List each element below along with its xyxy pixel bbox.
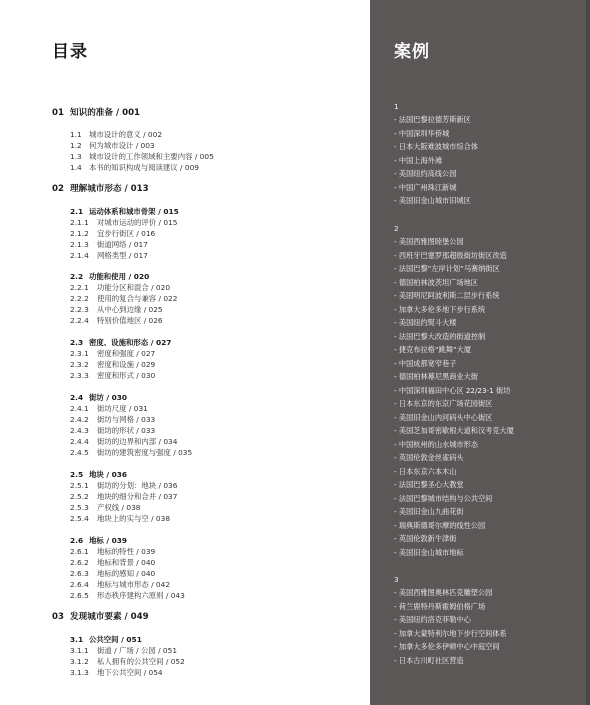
toc-entry-text: 街坊的形状 / 033 xyxy=(97,426,156,435)
toc-entry-number: 2.1.1 xyxy=(70,218,89,227)
toc-title: 目录 xyxy=(52,42,88,62)
toc-subsection xyxy=(70,557,155,568)
toc-entry-text: 宜步行街区 / 016 xyxy=(97,229,156,238)
toc-entry-text: 街道 / 广场 / 公园 / 051 xyxy=(97,646,178,655)
toc-subsection xyxy=(70,217,177,228)
case-item: - 日本古川町社区营造 xyxy=(394,655,464,665)
toc-entry-number: 2.1.4 xyxy=(70,251,89,260)
toc-subsection xyxy=(70,513,170,524)
toc-subsection xyxy=(70,546,155,557)
toc-entry-text: 私人拥有的公共空间 / 052 xyxy=(97,657,185,666)
toc-entry-number: 2.5 xyxy=(70,470,84,479)
toc-entry-number: 2.3.2 xyxy=(70,360,89,369)
toc-entry-number: 2.4.4 xyxy=(70,437,89,446)
toc-subsection xyxy=(70,568,155,579)
toc-entry-text: 地标和背景 / 040 xyxy=(97,558,156,567)
cases-title: 案例 xyxy=(394,42,430,62)
toc-entry-number: 1.3 xyxy=(70,152,82,161)
case-item: - 中国成都宽窄巷子 xyxy=(394,358,457,368)
case-item: - 荷兰鹿特丹斯霍姆伯格广场 xyxy=(394,601,486,611)
case-item: - 美国旧金山内河码头中心街区 xyxy=(394,412,493,422)
toc-entry-number: 3.1.3 xyxy=(70,668,89,677)
case-item: - 英国伦敦新牛津街 xyxy=(394,534,457,543)
toc-chapter xyxy=(52,184,149,195)
case-item: - 美国西雅图奥林匹克雕塑公园 xyxy=(394,588,493,597)
case-item: - 加拿大蒙特利尔地下步行空间体系 xyxy=(394,628,507,638)
toc-entry-number: 03 xyxy=(52,612,64,622)
case-item: - 美国旧金山九曲花街 xyxy=(394,507,464,516)
toc-entry-text: 密度和设施 / 029 xyxy=(97,360,156,369)
case-item: - 英国伦敦金丝雀码头 xyxy=(394,453,464,462)
case-item: - 瑞典斯德哥尔摩的线性公园 xyxy=(394,520,486,530)
toc-section xyxy=(70,535,127,546)
toc-subsection xyxy=(70,348,155,359)
case-item: - 德国柏林波茨坦广场地区 xyxy=(394,277,478,287)
toc-entry-text: 对城市运动的评价 / 015 xyxy=(97,218,178,227)
toc-entry-text: 发现城市要素 / 049 xyxy=(70,612,149,622)
case-item: - 美国纽约洛克菲勒中心 xyxy=(394,615,471,624)
toc-subsection xyxy=(70,370,155,381)
toc-entry-number: 2.6.3 xyxy=(70,569,89,578)
toc-entry-number: 2.5.3 xyxy=(70,503,89,512)
toc-entry-number: 2.2.3 xyxy=(70,305,89,314)
case-group-number: 3 xyxy=(394,575,399,584)
toc-entry-text: 地标的特性 / 039 xyxy=(97,547,156,556)
toc-subsection xyxy=(70,656,185,667)
toc-section xyxy=(70,392,127,403)
toc-entry-number: 2.1.2 xyxy=(70,229,89,238)
toc-entry-text: 街坊的边界和内部 / 034 xyxy=(97,437,178,446)
toc-entry-number: 2.5.2 xyxy=(70,492,89,501)
toc-subsection xyxy=(70,579,170,590)
toc-entry-text: 密度和强度 / 027 xyxy=(97,349,156,358)
toc-entry-number: 01 xyxy=(52,108,64,118)
toc-entry-number: 1.1 xyxy=(70,130,82,139)
case-item: - 法国巴黎大改造的街道控制 xyxy=(394,331,486,341)
case-item: - 中国深圳华侨城 xyxy=(394,128,450,138)
toc-entry-number: 2.2.4 xyxy=(70,316,89,325)
case-item: - 日本大阪难波城市综合体 xyxy=(394,142,478,151)
toc-entry-text: 运动体系和城市骨架 / 015 xyxy=(89,207,179,216)
toc-section xyxy=(70,271,149,282)
toc-entry-number: 2.6.5 xyxy=(70,591,89,600)
case-group-number: 1 xyxy=(394,102,399,111)
toc-entry-number: 1.4 xyxy=(70,163,82,172)
toc-entry-number: 2.5.1 xyxy=(70,481,89,490)
toc-entry-text: 地块的细分和合并 / 037 xyxy=(97,492,178,501)
toc-entry-text: 从中心到边缘 / 025 xyxy=(97,305,163,314)
case-item: - 加拿大多伦多地下步行系统 xyxy=(394,304,486,314)
toc-entry-number: 3.1.1 xyxy=(70,646,89,655)
toc-entry-text: 街坊 / 030 xyxy=(89,393,128,402)
toc-entry-text: 密度和形式 / 030 xyxy=(97,371,156,380)
toc-entry-text: 街坊尺度 / 031 xyxy=(97,404,148,413)
toc-entry-text: 产权线 / 038 xyxy=(97,503,141,512)
toc-entry-number: 2.4.5 xyxy=(70,448,89,457)
case-item: - 加拿大多伦多伊顿中心中庭空间 xyxy=(394,642,500,651)
case-item: - 德国柏林幕尼黑商业大街 xyxy=(394,372,478,381)
toc-subsection xyxy=(70,250,148,261)
toc-entry-number: 2.1 xyxy=(70,207,84,216)
panel-edge-stripe xyxy=(586,0,590,705)
toc-entry-text: 地块 / 036 xyxy=(89,470,128,479)
toc-entry-number: 1.2 xyxy=(70,141,82,150)
case-item: - 美国明尼阿波利斯二层步行系统 xyxy=(394,291,500,300)
toc-subsection xyxy=(70,502,140,513)
case-item: - 美国旧金山城市地标 xyxy=(394,547,464,557)
case-item: - 美国纽约高线公园 xyxy=(394,169,457,178)
toc-subsection xyxy=(70,590,185,601)
case-item: - 美国旧金山城市旧城区 xyxy=(394,196,471,205)
toc-entry-text: 街道网络 / 017 xyxy=(97,240,148,249)
toc-subsection xyxy=(70,239,148,250)
case-item: - 西班牙巴塞罗那超级街坊街区改造 xyxy=(394,250,507,260)
toc-entry-text: 街坊的分划：地块 / 036 xyxy=(97,481,178,490)
toc-entry-number: 2.3 xyxy=(70,338,84,347)
case-item: - 中国深圳福田中心区 22/23-1 街坊 xyxy=(394,385,511,395)
toc-entry-text: 城市设计的工作领域和主要内容 / 005 xyxy=(89,152,214,161)
toc-entry-text: 功能分区和混合 / 020 xyxy=(97,283,171,292)
toc-entry-text: 特别价值地区 / 026 xyxy=(97,316,163,325)
case-item: - 日本东京六本木山 xyxy=(394,466,457,476)
toc-entry-text: 地下公共空间 / 054 xyxy=(97,668,163,677)
toc-entry-number: 2.6.1 xyxy=(70,547,89,556)
toc-entry-text: 城市设计的意义 / 002 xyxy=(89,130,163,139)
toc-entry-text: 地块上的实与空 / 038 xyxy=(97,514,171,523)
toc-chapter xyxy=(52,612,149,623)
toc-entry-number: 2.3.1 xyxy=(70,349,89,358)
toc-entry-number: 2.6 xyxy=(70,536,84,545)
toc-entry-number: 3.1.2 xyxy=(70,657,89,666)
toc-subsection xyxy=(70,403,148,414)
toc-entry-text: 何为城市设计 / 003 xyxy=(89,141,155,150)
toc-section xyxy=(70,129,162,140)
toc-entry-text: 知识的准备 / 001 xyxy=(70,108,141,118)
toc-entry-text: 使用的复合与兼容 / 022 xyxy=(97,294,178,303)
toc-subsection xyxy=(70,436,177,447)
toc-entry-text: 地标 / 039 xyxy=(89,536,128,545)
toc-subsection xyxy=(70,282,170,293)
case-item: - 法国巴黎圣心大教堂 xyxy=(394,480,464,489)
toc-subsection xyxy=(70,667,163,678)
toc-entry-number: 2.4.3 xyxy=(70,426,89,435)
case-item: - 中国杭州的山水城市形态 xyxy=(394,439,478,449)
toc-section xyxy=(70,151,214,162)
toc-section xyxy=(70,337,171,348)
case-item: - 中国广州珠江新城 xyxy=(394,182,457,192)
toc-entry-number: 3.1 xyxy=(70,635,84,644)
toc-entry-text: 街坊的建筑密度与强度 / 035 xyxy=(97,448,193,457)
toc-entry-text: 理解城市形态 / 013 xyxy=(70,184,149,194)
case-item: - 日本东京的东京广场花园街区 xyxy=(394,399,493,408)
case-item: - 美国芝加哥密歇根大道和汉考克大厦 xyxy=(394,426,514,435)
toc-subsection xyxy=(70,228,155,239)
case-item: - 中国上海外滩 xyxy=(394,155,443,165)
toc-section xyxy=(70,634,142,645)
toc-subsection xyxy=(70,293,177,304)
toc-entry-number: 2.4.1 xyxy=(70,404,89,413)
toc-entry-number: 2.6.2 xyxy=(70,558,89,567)
toc-chapter xyxy=(52,108,140,119)
toc-entry-text: 公共空间 / 051 xyxy=(89,635,142,644)
toc-entry-text: 网格类型 / 017 xyxy=(97,251,148,260)
toc-subsection xyxy=(70,491,177,502)
toc-entry-number: 02 xyxy=(52,184,64,194)
case-item: - 法国巴黎拉德芳斯新区 xyxy=(394,115,471,124)
case-item: - 美国纽约熨斗大楼 xyxy=(394,318,457,327)
toc-section xyxy=(70,140,155,151)
toc-subsection xyxy=(70,425,155,436)
toc-entry-text: 功能和使用 / 020 xyxy=(89,272,150,281)
toc-entry-text: 地标的感知 / 040 xyxy=(97,569,156,578)
toc-entry-text: 本书的知识构成与阅读建议 / 009 xyxy=(89,163,199,172)
toc-subsection xyxy=(70,304,163,315)
toc-entry-text: 密度、设施和形态 / 027 xyxy=(89,338,172,347)
toc-entry-number: 2.2.2 xyxy=(70,294,89,303)
toc-entry-number: 2.6.4 xyxy=(70,580,89,589)
toc-entry-text: 街坊与网格 / 033 xyxy=(97,415,156,424)
toc-entry-text: 地标与城市形态 / 042 xyxy=(97,580,171,589)
case-item: - 美国西雅图睦堡公园 xyxy=(394,237,464,246)
cases-panel xyxy=(370,0,590,705)
case-item: - 捷克布拉格“跳舞”大厦 xyxy=(394,345,472,354)
toc-subsection xyxy=(70,414,155,425)
toc-subsection xyxy=(70,645,177,656)
toc-entry-number: 2.4 xyxy=(70,393,84,402)
case-item: - 法国巴黎城市结构与公共空间 xyxy=(394,493,493,503)
toc-subsection xyxy=(70,315,163,326)
toc-section xyxy=(70,162,199,173)
toc-subsection xyxy=(70,359,155,370)
toc-entry-number: 2.4.2 xyxy=(70,415,89,424)
toc-entry-number: 2.2.1 xyxy=(70,283,89,292)
case-item: - 法国巴黎“左岸计划”马赛纳街区 xyxy=(394,264,500,273)
toc-section xyxy=(70,206,179,217)
toc-entry-number: 2.1.3 xyxy=(70,240,89,249)
toc-subsection xyxy=(70,480,177,491)
toc-subsection xyxy=(70,447,192,458)
toc-entry-text: 形态秩序建构六原则 / 043 xyxy=(97,591,185,600)
toc-entry-number: 2.2 xyxy=(70,272,84,281)
toc-entry-number: 2.5.4 xyxy=(70,514,89,523)
toc-section xyxy=(70,469,127,480)
case-group-number: 2 xyxy=(394,224,399,233)
toc-entry-number: 2.3.3 xyxy=(70,371,89,380)
